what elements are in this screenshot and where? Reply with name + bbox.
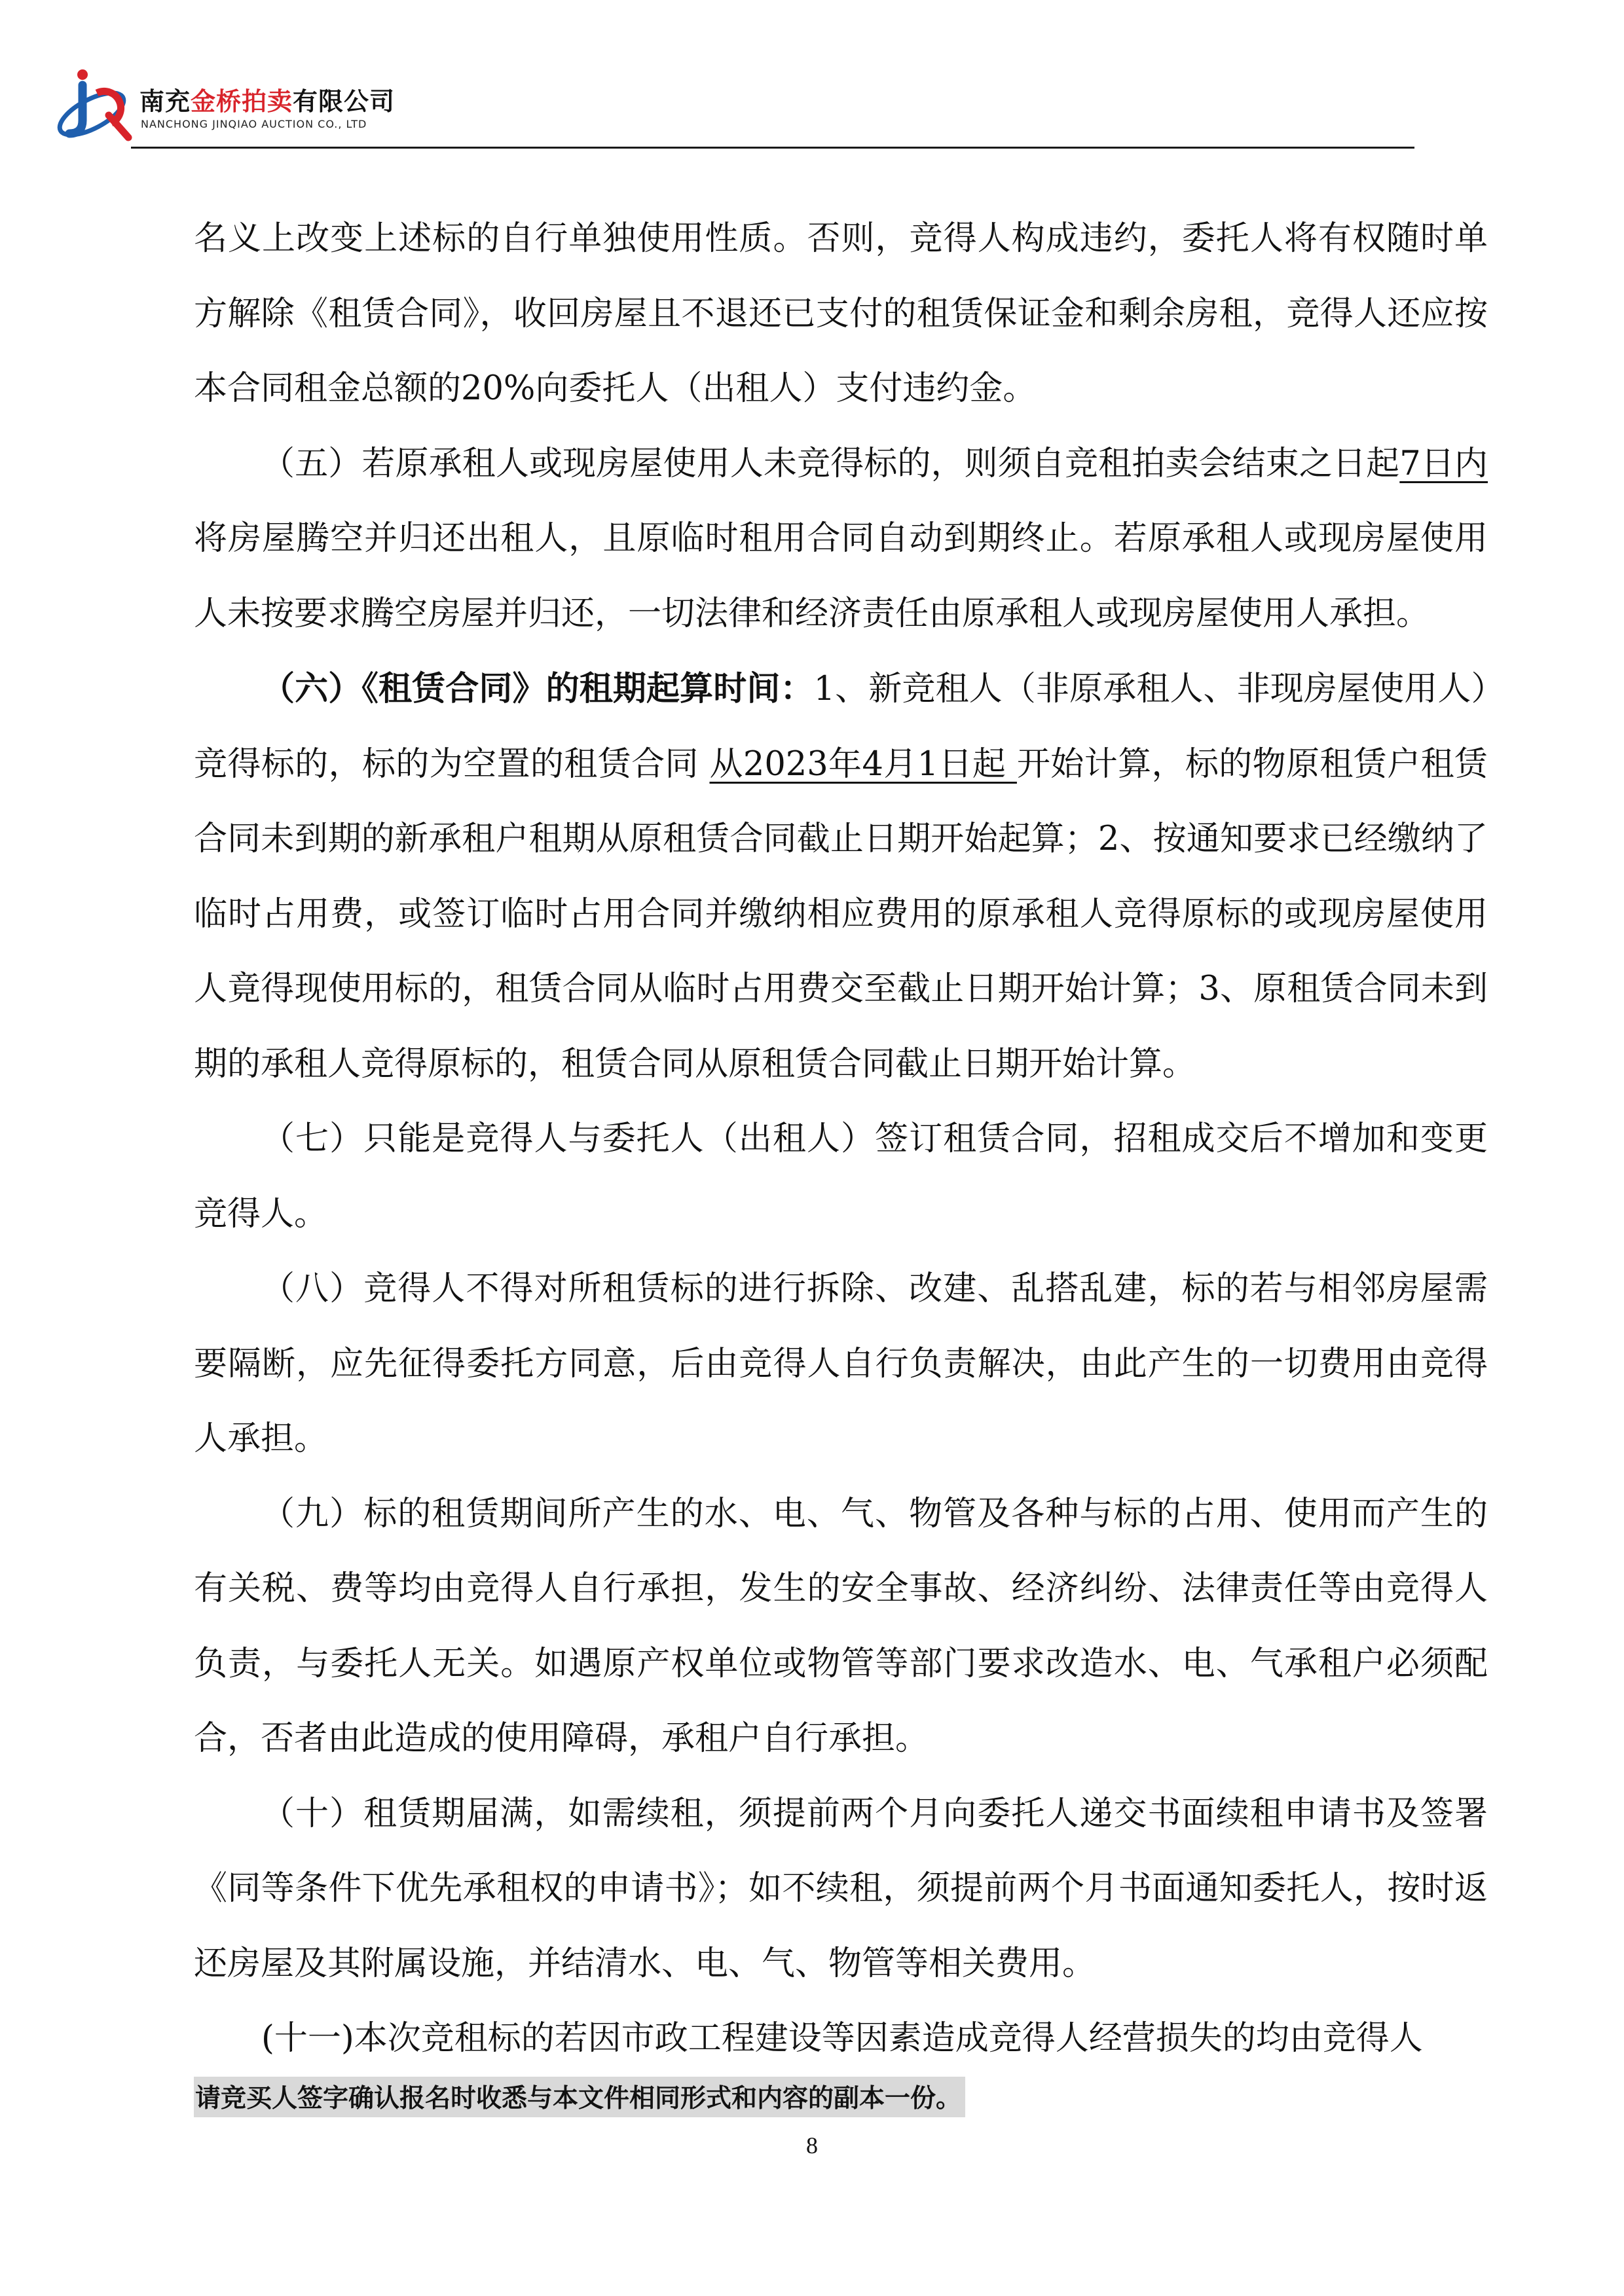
start-date-underlined: 从2023年4月1日起 <box>709 744 1017 784</box>
paragraph-clause-8: （八）竞得人不得对所租赁标的进行拆除、改建、乱搭乱建，标的若与相邻房屋需要隔断，应先征得委托方同意，后由竞得人自行负责解决，由此产生的一切费用由竞得人承担。 <box>194 1269 1488 1458</box>
paragraph-clause-5: （五）若原承租人或现房屋使用人未竞得标的，则须自竞租拍卖会结束之日起7日内将房屋腾空并归还出租人，且原临时租用合同自动到期终止。若原承租人或现房屋使用人未按要求腾空房屋并归还，一切法律和经济责任由原承租人或现房屋使用人承担。 <box>194 444 1488 633</box>
signature-notice: 请竞买人签字确认报名时收悉与本文件相同形式和内容的副本一份。 <box>194 2077 965 2117</box>
letterhead <box>51 60 1426 152</box>
clause-6-heading: （六）《租赁合同》的租期起算时间： <box>261 669 814 708</box>
document-body <box>194 202 1488 2077</box>
paragraph-continuation: 名义上改变上述标的自行单独使用性质。否则，竞得人构成违约，委托人将有权随时单方解除《租赁合同》，收回房屋且不退还已支付的租赁保证金和剩余房租，竞得人还应按本合同租金总额的20%向委托人（出租人）支付违约金。 <box>194 219 1488 408</box>
paragraph-clause-11: (十一)本次竞租标的若因市政工程建设等因素造成竞得人经营损失的均由竞得人 <box>261 2019 1423 2058</box>
header-divider <box>131 147 1414 149</box>
paragraph-clause-10: （十）租赁期届满，如需续租，须提前两个月向委托人递交书面续租申请书及签署《同等条件下优先承租权的申请书》；如不续租，须提前两个月书面通知委托人，按时返还房屋及其附属设施，并结清水、电、气、物管等相关费用。 <box>194 1794 1488 1983</box>
company-name-en: NANCHONG JINQIAO AUCTION CO., LTD <box>141 118 367 130</box>
deadline-underlined: 7日内 <box>1399 444 1488 483</box>
paragraph-clause-9: （九）标的租赁期间所产生的水、电、气、物管及各种与标的占用、使用而产生的有关税、费等均由竞得人自行承担，发生的安全事故、经济纠纷、法律责任等由竞得人负责，与委托人无关。如遇原产权单位或物管等部门要求改造水、电、气承租户必须配合，否者由此造成的使用障碍，承租户自行承担。 <box>194 1494 1488 1758</box>
page-number: 8 <box>806 2132 818 2159</box>
company-name-cn: 南充金桥拍卖有限公司 <box>139 87 396 116</box>
paragraph-clause-6: （六）《租赁合同》的租期起算时间：1、新竞租人（非原承租人、非现房屋使用人）竞得标的，标的为空置的租赁合同 从2023年4月1日起 开始计算，标的物原租赁户租赁合同未到期的新承租户租期从原租赁合同截止日期开始起算；2、按通知要求已经缴纳了临时占用费，或签订临时占用合同并缴纳相应费用的原承租人竞得原标的或现房屋使用人竟得现使用标的，租赁合同从临时占用费交至截止日期开始计算；3、原租赁合同未到期的承租人竞得原标的，租赁合同从原租赁合同截止日期开始计算。 <box>194 669 1488 1084</box>
jq-logo-icon <box>51 60 143 145</box>
paragraph-clause-7: （七）只能是竞得人与委托人（出租人）签订租赁合同，招租成交后不增加和变更竞得人。 <box>194 1120 1488 1233</box>
